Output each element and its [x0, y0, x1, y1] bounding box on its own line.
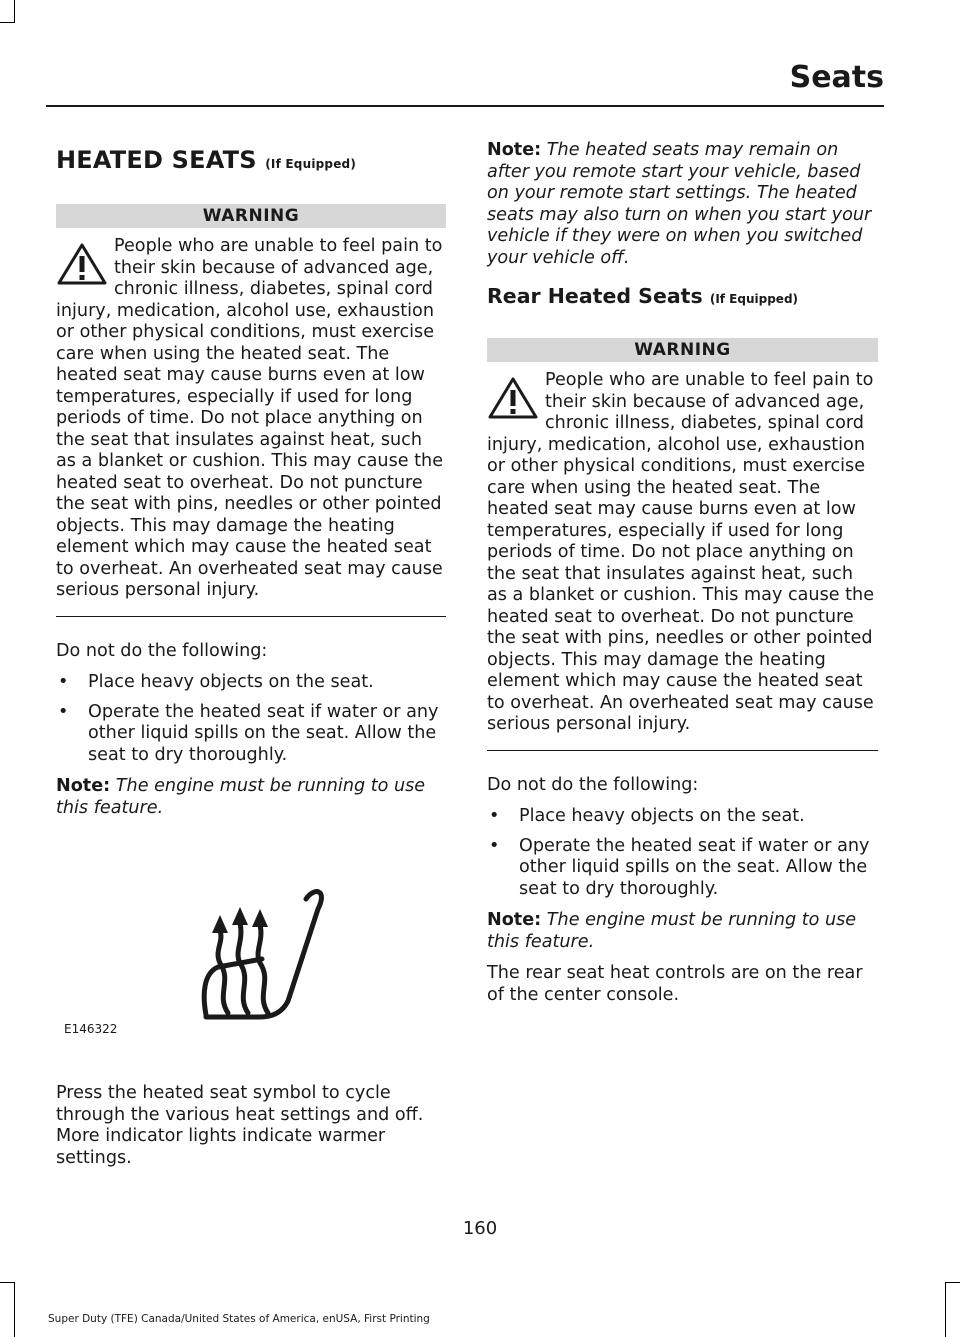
figure-label: E146322: [64, 1022, 118, 1036]
crop-mark: [14, 1282, 15, 1337]
warning-box: [56, 236, 446, 617]
footer-text: Super Duty (TFE) Canada/United States of America, enUSA, First Printing: [48, 1313, 430, 1325]
page-header-title: Seats: [789, 60, 884, 95]
warning-label: WARNING: [56, 204, 446, 228]
warning-text: People who are unable to feel pain to their skin because of advanced age, chronic illness, diabetes, spinal cord injury, medication, alcohol use, exhaustion or other physical conditions, must exercise care when using the heated seat. The heated seat may cause burns even at low temperatures, especially if used for long periods of time. Do not place anything on the seat that insulates against heat, such as a blanket or cushion. This may cause the heated seat to overheat. Do not puncture the seat with pins, needles or other pointed objects. This may damage the heating element which may cause the heated seat to overheat. An overheated seat may cause serious personal injury.: [487, 370, 875, 734]
crop-mark: [0, 22, 15, 23]
heated-seat-figure: [56, 849, 446, 1069]
crop-mark: [945, 1282, 960, 1283]
list-item: • Place heavy objects on the seat.: [487, 806, 878, 828]
note-text: The engine must be running to use this feature.: [487, 910, 857, 952]
section-heading-suffix: (If Equipped): [709, 292, 799, 306]
closing-text: The rear seat heat controls are on the rear of the center console.: [487, 963, 863, 1005]
note-label: Note:: [56, 776, 111, 796]
warning-label: WARNING: [487, 338, 878, 362]
section-heading: [56, 140, 446, 178]
crop-mark: [14, 0, 15, 22]
note: [487, 910, 878, 953]
section-heading: [487, 283, 878, 312]
crop-mark: [0, 1282, 15, 1283]
caution-list: [487, 806, 878, 900]
header-divider: [46, 105, 884, 107]
crop-mark: [945, 1282, 946, 1337]
section-heading-text: HEATED SEATS: [56, 146, 257, 174]
intro-text: Do not do the following:: [487, 774, 699, 795]
note: [56, 776, 446, 819]
list-item: • Place heavy objects on the seat.: [56, 672, 446, 694]
note-text: The heated seats may remain on after you remote start your vehicle, based on your remote start settings. The heated seats may also turn on when you start your vehicle if they were on when you switched your vehicle off.: [487, 140, 872, 268]
heated-seat-icon: [188, 863, 388, 1043]
section-heading-suffix: (If Equipped): [265, 157, 357, 171]
note-label: Note:: [487, 910, 542, 930]
instruction-text: Press the heated seat symbol to cycle through the various heat settings and off. More indicator lights indicate warmer settings.: [56, 1083, 424, 1168]
section-heading-text: Rear Heated Seats: [487, 284, 703, 308]
warning-text: People who are unable to feel pain to their skin because of advanced age, chronic illness, diabetes, spinal cord injury, medication, alcohol use, exhaustion or other physical conditions, must exercise care when using the heated seat. The heated seat may cause burns even at low temperatures, especially if used for long periods of time. Do not place anything on the seat that insulates against heat, such as a blanket or cushion. This may cause the heated seat to overheat. Do not puncture the seat with pins, needles or other pointed objects. This may damage the heating element which may cause the heated seat to overheat. An overheated seat may cause serious personal injury.: [56, 236, 444, 600]
note-text: The engine must be running to use this feature.: [56, 776, 426, 818]
note: [487, 140, 878, 269]
caution-list: [56, 672, 446, 766]
warning-box: [487, 370, 878, 751]
note-label: Note:: [487, 140, 542, 160]
intro-text: Do not do the following:: [56, 640, 268, 661]
page-number: 160: [462, 1218, 498, 1239]
list-item: • Operate the heated seat if water or any other liquid spills on the seat. Allow the seat to dry thoroughly.: [487, 836, 878, 901]
right-column: [487, 140, 878, 1016]
list-item: • Operate the heated seat if water or any other liquid spills on the seat. Allow the seat to dry thoroughly.: [56, 702, 446, 767]
left-column: [56, 140, 446, 1179]
warning-triangle-icon: [487, 376, 539, 420]
warning-triangle-icon: [56, 242, 108, 286]
